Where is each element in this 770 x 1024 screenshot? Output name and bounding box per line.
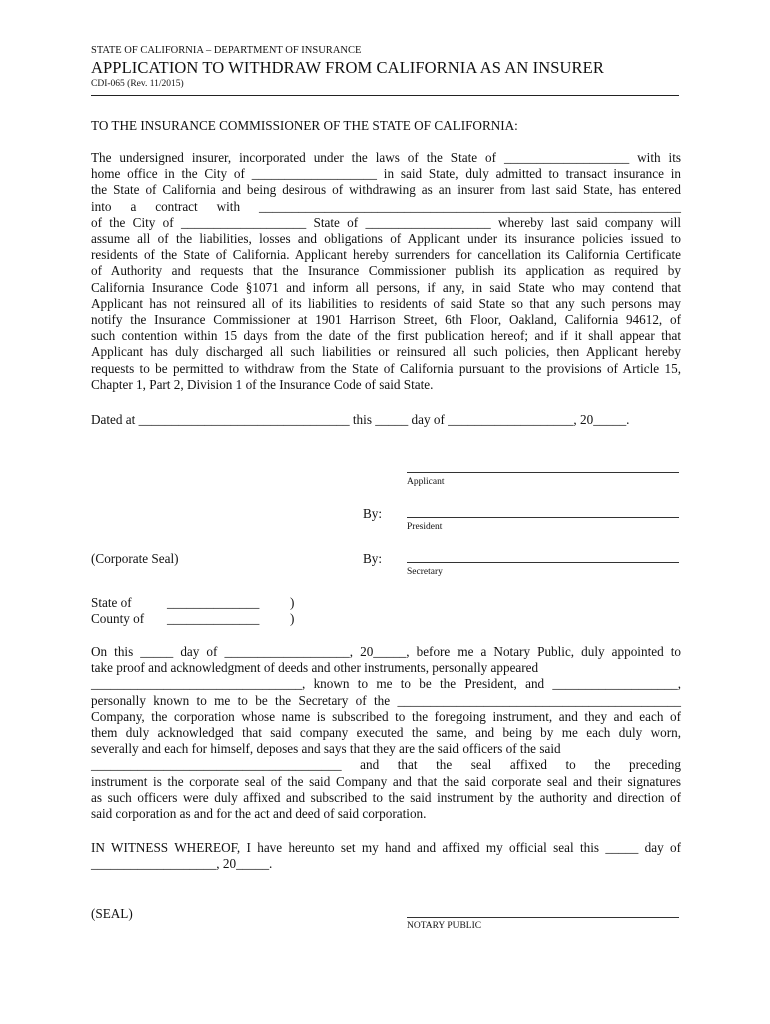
county-of-label: County of (91, 611, 145, 626)
state-blank[interactable]: ______________ (167, 595, 260, 610)
by-label-president: By: (363, 506, 383, 521)
paragraph-line: On this _____ day of ___________________, 20_____, before me a Notary Public, duly appointed to (91, 644, 681, 659)
page-title: APPLICATION TO WITHDRAW FROM CALIFORNIA AS AN INSURER (91, 58, 604, 77)
paragraph-line: such contention within 15 days from the date of the first publication hereof; and if it shall appear that (91, 328, 681, 344)
seal-label: (SEAL) (91, 906, 133, 921)
paragraph-line: requests to be permitted to withdraw from the State of California pursuant to the provisions of Article 15, (91, 360, 681, 376)
president-signature-line[interactable] (407, 517, 679, 518)
paragraph-line: instrument is the corporate seal of the said Company and that the said corporate seal and their signatures (91, 773, 681, 789)
paragraph-line: Applicant has duly discharged all such liabilities or reinsured all such policies, then Applicant hereby (91, 344, 681, 360)
paragraph-line: personally known to me to be the Secretary of the ___________________________________________ (91, 692, 681, 708)
paragraph-line: ______________________________________ and that the seal affixed to the preceding (91, 757, 681, 773)
paragraph-line: home office in the City of ___________________ in said State, duly admitted to transact insurance in (91, 166, 681, 182)
paragraph-line: of the City of ___________________ State of ___________________ whereby last said company will (91, 214, 681, 230)
paragraph-line: assume all of the liabilities, losses and obligations of Applicant under its insurance policies issued to (91, 231, 681, 247)
notary-public-label: NOTARY PUBLIC (407, 921, 482, 931)
venue-paren: ) (290, 611, 295, 626)
paragraph-line: the State of California and being desirous of withdrawing as an insurer from last said State, has entered (91, 182, 681, 198)
notary-signature-line[interactable] (407, 917, 679, 918)
addressee-line: TO THE INSURANCE COMMISSIONER OF THE STATE OF CALIFORNIA: (91, 118, 518, 133)
president-label: President (407, 522, 443, 532)
paragraph-line: them duly acknowledged that said company executed the same, and being by me each duly worn, (91, 725, 681, 741)
paragraph-line: ___________________, 20_____. (91, 856, 273, 872)
paragraph-line: residents of the State of California. Applicant hereby surrenders for cancellation its California Certificate (91, 247, 681, 263)
paragraph-line: severally and each for himself, deposes and says that they are the said officers of the said (91, 741, 561, 757)
agency-header: STATE OF CALIFORNIA – DEPARTMENT OF INSURANCE (91, 45, 362, 56)
paragraph-line: said corporation as and for the act and deed of said corporation. (91, 806, 427, 822)
paragraph-line: of Authority and requests that the Insurance Commissioner publish its application as required by (91, 263, 681, 279)
paragraph-line: California Insurance Code §1071 and inform all persons, if any, in said State who may contend that (91, 279, 681, 295)
paragraph-line: Company, the corporation whose name is subscribed to the foregoing instrument, and they and each of (91, 708, 681, 724)
county-blank[interactable]: ______________ (167, 611, 260, 626)
applicant-signature-line[interactable] (407, 472, 679, 473)
paragraph-line: The undersigned insurer, incorporated under the laws of the State of ___________________ with its (91, 150, 681, 165)
witness-paragraph (91, 840, 681, 872)
paragraph-line: notify the Insurance Commissioner at 1901 Harrison Street, 6th Floor, Oakland, California 94612, of (91, 312, 681, 328)
dated-line: Dated at ________________________________ this _____ day of ___________________, 20_____. (91, 412, 630, 427)
paragraph-line: IN WITNESS WHEREOF, I have hereunto set my hand and affixed my official seal this _____ day of (91, 840, 681, 855)
by-label-secretary: By: (363, 551, 383, 566)
paragraph-line: as such officers were duly affixed and subscribed to the said instrument by the authority and direction of (91, 789, 681, 805)
header-rule (91, 95, 679, 96)
secretary-label: Secretary (407, 567, 443, 577)
paragraph-line: take proof and acknowledgment of deeds and other instruments, personally appeared (91, 660, 539, 676)
secretary-signature-line[interactable] (407, 562, 679, 563)
paragraph-line: into a contract with ________________________________________________________________ (91, 198, 681, 214)
corporate-seal-label: (Corporate Seal) (91, 551, 179, 566)
applicant-label: Applicant (407, 477, 445, 487)
form-number: CDI-065 (Rev. 11/2015) (91, 79, 184, 89)
state-of-label: State of (91, 595, 132, 610)
notary-paragraph (91, 644, 681, 822)
paragraph-line: ________________________________, known to me to be the President, and ___________________, (91, 676, 681, 692)
paragraph-line: Chapter 1, Part 2, Division 1 of the Insurance Code of said State. (91, 376, 434, 392)
paragraph-line: Applicant has not reinsured all of its liabilities to residents of said State so that any such persons may (91, 295, 681, 311)
application-paragraph (91, 150, 681, 393)
venue-paren: ) (290, 595, 295, 610)
